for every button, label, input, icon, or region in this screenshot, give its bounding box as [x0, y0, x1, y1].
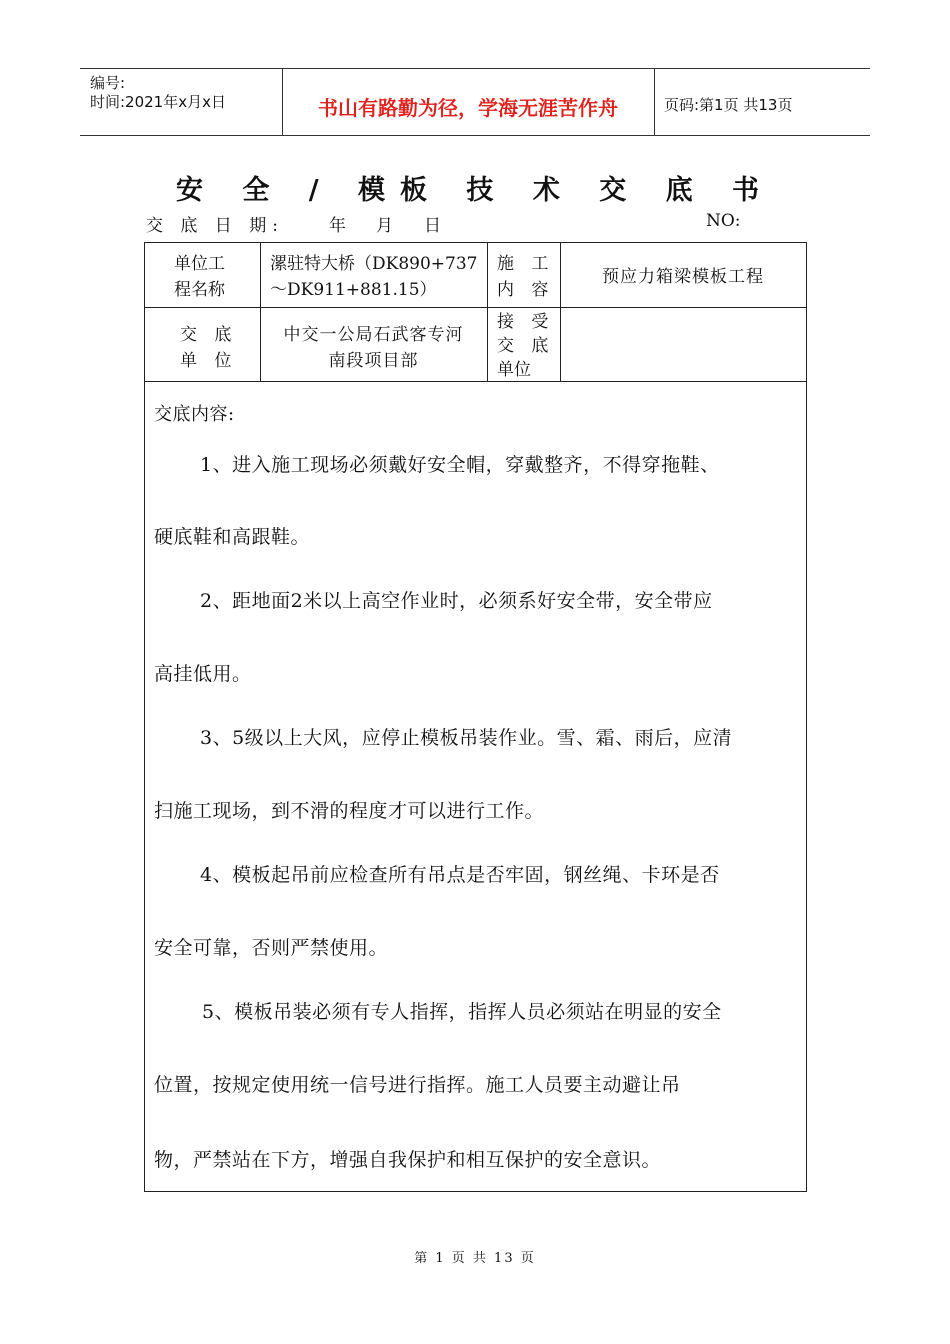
table-border-left: [144, 242, 145, 1191]
content-line: 5、模板吊装必须有专人指挥，指挥人员必须站在明显的安全: [202, 1001, 722, 1023]
content-line: 物，严禁站在下方，增强自我保护和相互保护的安全意识。: [154, 1149, 662, 1171]
table-border-right: [806, 242, 807, 1191]
table-row-divider: [144, 307, 807, 308]
header-time-label: 时间:2021年x月x日: [90, 93, 226, 111]
receiving-unit-label: 接 受 交 底 单位: [497, 312, 555, 380]
content-line: 高挂低用。: [154, 663, 252, 685]
header-motto: 书山有路勤为径，学海无涯苦作舟: [318, 96, 618, 120]
document-title: 安 全 / 模板 技 术 交 底 书: [175, 175, 775, 206]
content-line: 4、模板起吊前应检查所有吊点是否牢固，钢丝绳、卡环是否: [200, 864, 720, 886]
content-line: 硬底鞋和高跟鞋。: [154, 526, 311, 548]
document-no-label: NO:: [706, 211, 741, 231]
table-column-divider: [560, 242, 561, 381]
date-month: 月: [376, 216, 393, 236]
issuing-unit-label: 交 底 单 位: [180, 325, 238, 371]
page-footer: 第 1 页 共 13 页: [414, 1251, 536, 1266]
header-divider: [654, 68, 655, 135]
project-name-label: 单位工 程名称: [174, 254, 225, 300]
content-label: 交底内容:: [154, 404, 235, 425]
table-border-top: [144, 242, 807, 243]
date-day: 日: [424, 216, 441, 236]
header-top-rule: [80, 68, 870, 69]
content-line: 扫施工现场，到不滑的程度才可以进行工作。: [154, 800, 545, 822]
header-number-label: 编号:: [90, 74, 126, 92]
date-label: 交 底 日 期:: [146, 216, 284, 236]
work-content-label: 施 工 内 容: [497, 254, 555, 300]
date-year: 年: [329, 216, 346, 236]
work-content-value: 预应力箱梁模板工程: [602, 267, 764, 287]
content-line: 3、5级以上大风，应停止模板吊装作业。雪、霜、雨后，应清: [200, 727, 733, 749]
issuing-unit-value: 中交一公局石武客专河 南段项目部: [283, 325, 464, 371]
content-line: 2、距地面2米以上高空作业时，必须系好安全带，安全带应: [200, 590, 713, 612]
table-column-divider: [487, 242, 488, 381]
table-row-divider: [144, 381, 807, 382]
table-border-bottom: [144, 1191, 807, 1192]
project-name-value: 漯驻特大桥（DK890+737 ～DK911+881.15）: [270, 254, 478, 300]
header-page-info: 页码:第1页 共13页: [664, 96, 793, 114]
content-line: 1、进入施工现场必须戴好安全帽，穿戴整齐，不得穿拖鞋、: [200, 454, 720, 476]
content-line: 安全可靠，否则严禁使用。: [154, 937, 389, 959]
content-line: 位置，按规定使用统一信号进行指挥。施工人员要主动避让吊: [154, 1074, 681, 1096]
header-bottom-rule: [80, 135, 870, 136]
